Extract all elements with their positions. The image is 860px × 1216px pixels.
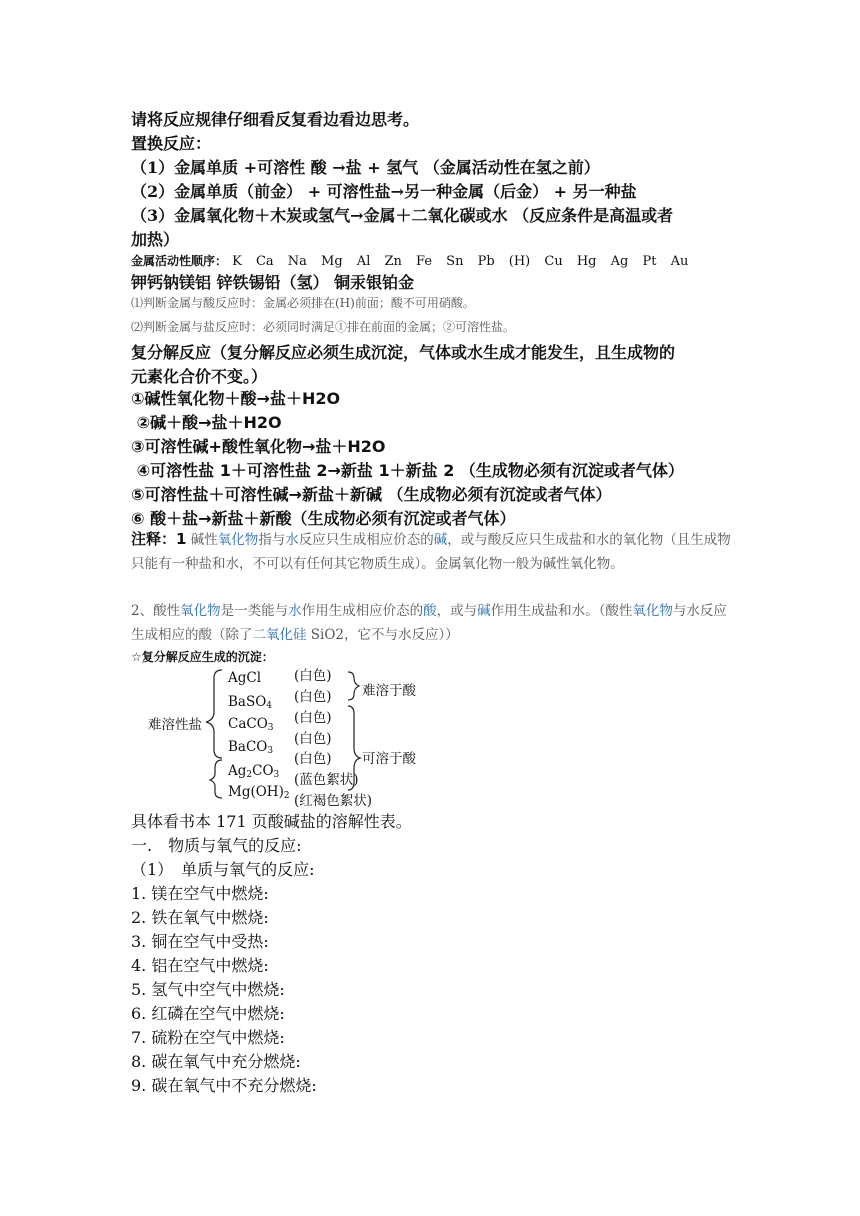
link-water[interactable]: 水	[288, 603, 302, 619]
activity-mnemonic: 钾钙钠镁铝 锌铁锡铅（氢） 铜汞银铂金	[131, 273, 415, 292]
list-item: 7. 硫粉在空气中燃烧:	[131, 1028, 285, 1047]
note-text: 2、酸性	[131, 603, 181, 619]
list-item: 3. 铜在空气中受热:	[131, 932, 269, 951]
color-white-1: (白色)	[294, 668, 332, 684]
note-text: ，或与酸反应只生成盐和水的氧化物（且生成物只能有一种盐和水，不可以有任何其它物质生成）。金属氧化物一般为碱性氧化物。	[131, 532, 731, 572]
displacement-rule-1: （1）金属单质 +可溶性 酸 →盐 + 氢气 （金属活动性在氢之前）	[131, 158, 600, 177]
note-text: 作用生成盐和水。（酸性	[490, 603, 633, 619]
subsection-title: （1） 单质与氧气的反应:	[131, 860, 315, 879]
list-item: 5. 氢气中空气中燃烧:	[131, 980, 285, 999]
book-reference: 具体看书本 171 页酸碱盐的溶解性表。	[131, 812, 412, 831]
list-item: 2. 铁在氧气中燃烧:	[131, 908, 269, 927]
note-text: 反应只生成相应价态的	[298, 532, 434, 548]
activity-series: K Ca Na Mg Al Zn Fe Sn Pb (H) Cu Hg Ag Pt Au	[232, 254, 689, 269]
activity-series-line	[131, 250, 688, 269]
list-item: 6. 红磷在空气中燃烧:	[131, 1004, 285, 1023]
displacement-heading: 置换反应：	[131, 134, 212, 153]
note-text: SiO2，它不与水反应））	[306, 627, 459, 643]
color-white-3: (白色)	[294, 710, 332, 726]
section-title: 一. 物质与氧气的反应:	[131, 836, 302, 855]
note-label: 注释：1	[131, 530, 187, 548]
color-white-2: (白色)	[294, 689, 332, 705]
color-white-5: (白色)	[294, 751, 332, 767]
formula-caco3: CaCO$_3$	[228, 716, 274, 733]
note-text: 是一类能与	[220, 603, 289, 619]
color-white-4: (白色)	[294, 731, 332, 747]
insoluble-salt-label: 难溶性盐	[148, 717, 202, 733]
formula-agcl: AgCl	[228, 670, 262, 686]
formula-baso4: BaSO$_4$	[228, 694, 273, 711]
formula-mgoh2: $Mg(OH)_2$	[228, 784, 290, 801]
color-blue-floc: (蓝色絮状)	[294, 772, 359, 788]
link-oxide[interactable]: 氧化物	[632, 603, 673, 619]
link-silicon-dioxide[interactable]: 二氧化硅	[252, 627, 307, 643]
double-decomposition-heading: 复分解反应（复分解反应必须生成沉淀，气体或水生成才能发生，且生成物的	[131, 343, 676, 362]
formula-baco3: BaCO$_3$	[228, 739, 274, 756]
note-1	[131, 527, 731, 576]
link-base[interactable]: 碱	[433, 532, 448, 548]
insoluble-in-acid-label: 难溶于酸	[362, 683, 416, 699]
left-brace-icon	[200, 664, 230, 804]
judge-salt-note: ⑵判断金属与盐反应时：必须同时满足①排在前面的金属；②可溶性盐。	[131, 320, 516, 334]
link-base[interactable]: 碱	[477, 603, 491, 619]
activity-label: 金属活动性顺序：	[131, 254, 228, 268]
list-item: 1. 镁在空气中燃烧:	[131, 884, 269, 903]
note-2	[131, 599, 731, 647]
list-item: 9. 碳在氧气中不充分燃烧:	[131, 1076, 317, 1095]
link-acid[interactable]: 酸	[423, 603, 437, 619]
soluble-in-acid-label: 可溶于酸	[362, 751, 416, 767]
list-item: 8. 碳在氧气中充分燃烧:	[131, 1052, 301, 1071]
note-text: 与水反应生成相应的酸（除了	[131, 603, 727, 643]
dd-rule-2: ②碱＋酸→盐＋H2O	[131, 413, 282, 432]
note-text: 碱性	[186, 532, 218, 548]
dd-rule-1: ①碱性氧化物＋酸→盐＋H2O	[131, 389, 341, 408]
note-text: ，或与	[436, 603, 478, 619]
displacement-rule-3: （3）金属氧化物＋木炭或氢气→金属＋二氧化碳或水 （反应条件是高温或者	[131, 206, 674, 225]
list-item: 4. 铝在空气中燃烧:	[131, 956, 269, 975]
link-water[interactable]: 水	[285, 532, 299, 548]
color-red-brown-floc: (红褐色絮状)	[294, 793, 373, 809]
note-text: 指与	[258, 532, 286, 548]
judge-acid-note: ⑴判断金属与酸反应时：金属必须排在(H)前面；酸不可用硝酸。	[131, 296, 475, 310]
intro-line: 请将反应规律仔细看反复看边看边思考。	[131, 110, 420, 129]
displacement-rule-3-cont: 加热）	[131, 230, 180, 249]
displacement-rule-2: （2）金属单质（前金） + 可溶性盐→另一种金属（后金） + 另一种盐	[131, 182, 637, 201]
dd-rule-4: ④可溶性盐 1＋可溶性盐 2→新盐 1＋新盐 2 （生成物必须有沉淀或者气体）	[131, 461, 684, 480]
dd-rule-5: ⑤可溶性盐＋可溶性碱→新盐＋新碱 （生成物必须有沉淀或者气体）	[131, 485, 612, 504]
dd-rule-3: ③可溶性碱+酸性氧化物→盐＋H2O	[131, 437, 386, 456]
link-oxide[interactable]: 氧化物	[217, 532, 259, 548]
double-decomposition-heading-cont: 元素化合价不变。）	[131, 367, 268, 386]
precipitate-heading: ☆复分解反应生成的沉淀：	[131, 650, 274, 664]
formula-ag2co3: $Ag_2CO_3$	[228, 763, 280, 780]
dd-rule-6: ⑥ 酸＋盐→新盐＋新酸（生成物必须有沉淀或者气体）	[131, 509, 516, 528]
link-oxide[interactable]: 氧化物	[180, 603, 221, 619]
note-text: 作用生成相应价态的	[301, 603, 424, 619]
